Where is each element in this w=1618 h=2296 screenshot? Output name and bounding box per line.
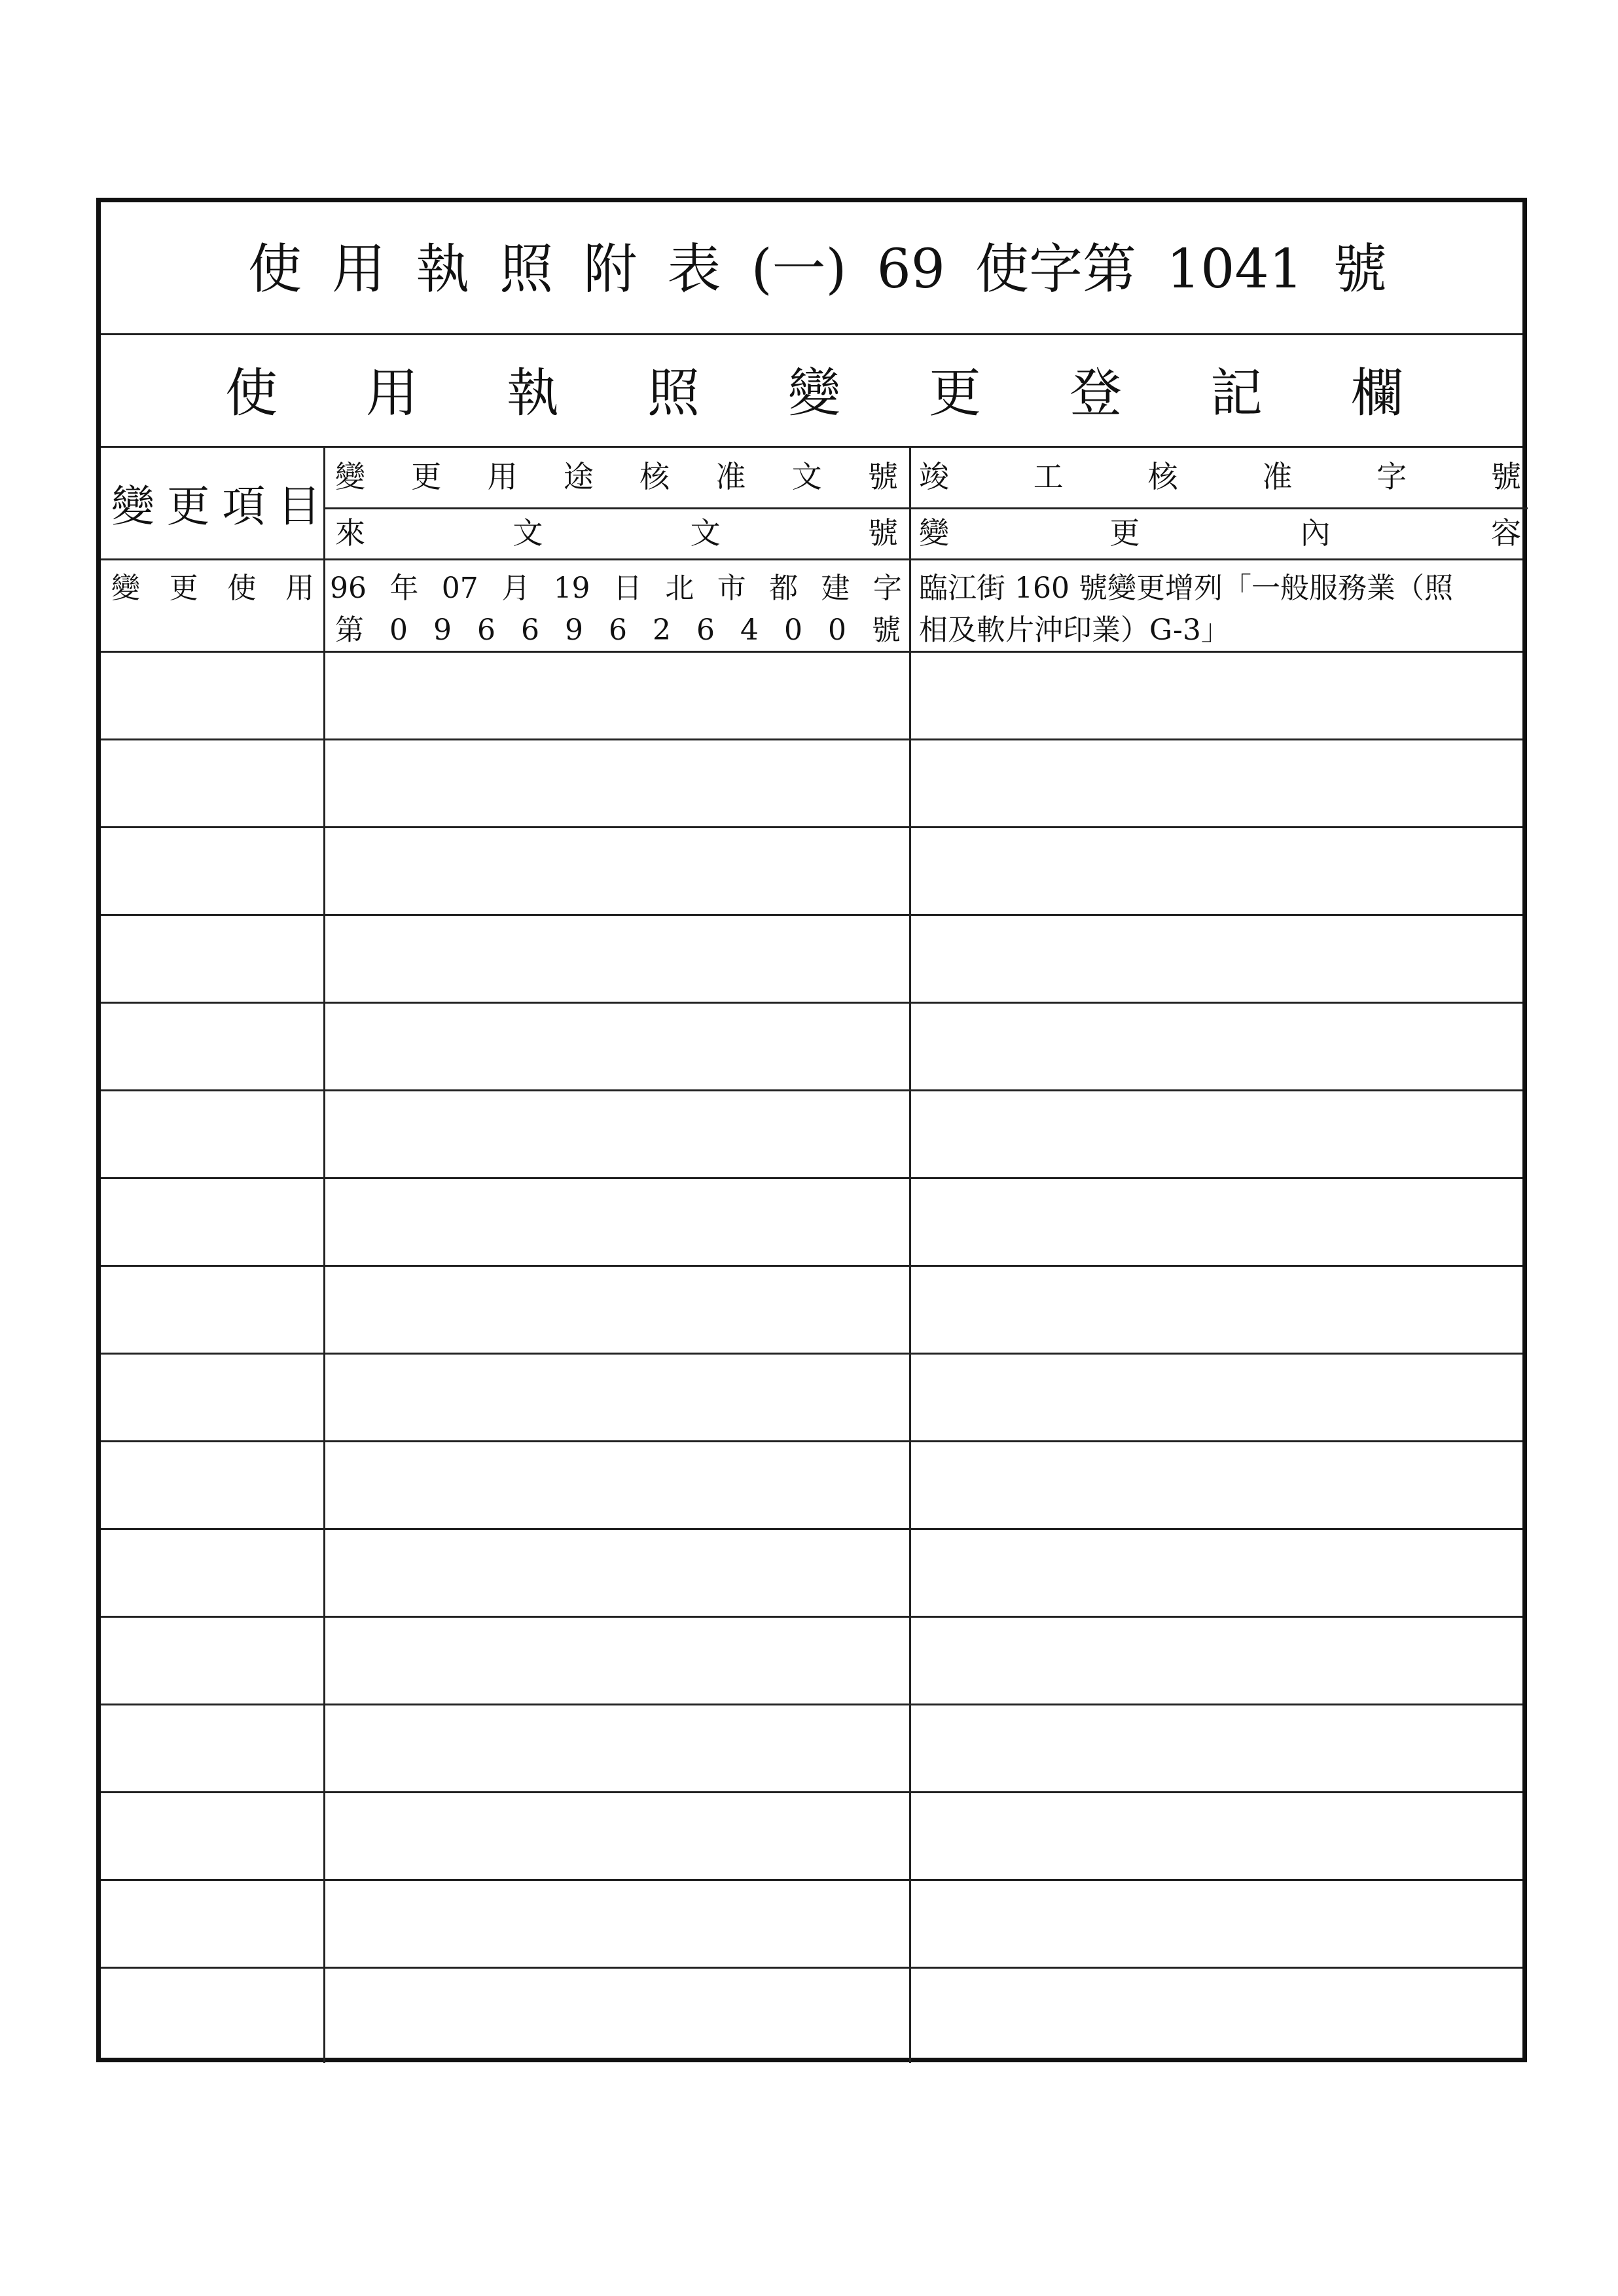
header-char: 准 [715,459,746,494]
header-change-item [111,481,321,532]
title-part: 用 [332,238,386,301]
row-divider [101,1265,1522,1267]
entry-token: 0 [828,613,846,647]
entry-token: 號 [872,613,901,647]
column-divider [909,446,911,2063]
title-part: 使字第 [975,238,1137,301]
entry-token: 北 [665,572,694,605]
subtitle-char: 執 [507,363,559,424]
header-char: 文 [791,459,822,494]
header-char: 內 [1300,515,1331,551]
header-char: 號 [867,515,898,551]
change-registration-form [96,198,1527,2062]
title-part: 1041 [1166,238,1303,301]
entry-token: 0 [389,613,408,647]
entry-token: 字 [872,572,902,605]
entry-content-line-1: 臨江街 160 號變更增列「一般服務業（照 [919,572,1453,605]
entry-token: 都 [769,572,799,605]
header-char: 竣 [919,459,949,494]
entry-token: 96 [330,572,367,605]
row-divider [101,651,1522,653]
entry-token: 建 [821,572,850,605]
entry-token: 日 [613,572,642,605]
entry-token: 6 [521,613,539,647]
subtitle-char: 使 [225,363,278,424]
header-char: 來 [335,515,365,551]
entry-token: 6 [696,613,715,647]
row-divider [101,1704,1522,1705]
entry-doc-line-2 [335,613,901,647]
subtitle-char: 變 [788,363,840,424]
title-part: 附 [583,238,638,301]
header-char: 更 [411,459,442,494]
title-part: 使 [248,238,302,301]
row-divider [101,1879,1522,1881]
subtitle-char: 用 [366,363,418,424]
entry-token: 月 [501,572,531,605]
header-char: 號 [1490,459,1521,494]
header-change-content [919,515,1521,551]
header-char: 文 [690,515,721,551]
entry-token: 9 [565,613,583,647]
header-char: 核 [1147,459,1178,494]
header-char: 目 [277,481,321,532]
row-divider [101,1791,1522,1793]
subtitle-char: 登 [1070,363,1122,424]
entry-token: 07 [441,572,478,605]
entry-char: 用 [285,572,314,605]
entry-token: 9 [433,613,452,647]
row-divider [101,1616,1522,1618]
row-divider [101,1177,1522,1179]
entry-token: 4 [740,613,759,647]
row-divider [101,1002,1522,1004]
header-approval-doc-no [335,459,898,494]
title-part: 照 [499,238,554,301]
row-divider [101,1967,1522,1969]
title-part: 表 [667,238,721,301]
entry-char: 使 [227,572,257,605]
row-divider [101,1089,1522,1091]
divider [101,446,1522,448]
entry-char: 變 [111,572,140,605]
header-char: 變 [111,481,154,532]
header-char: 字 [1376,459,1407,494]
entry-item [111,574,314,603]
entry-token: 2 [653,613,671,647]
divider [323,507,1528,509]
header-char: 項 [222,481,266,532]
row-divider [101,738,1522,740]
row-divider [101,1440,1522,1442]
subtitle-char: 更 [929,363,981,424]
header-char: 容 [1490,515,1521,551]
header-completion-no [919,459,1521,494]
entry-char: 更 [169,572,198,605]
subtitle-char: 記 [1210,363,1263,424]
entry-doc-line-1 [330,574,902,603]
header-char: 號 [867,459,898,494]
header-char: 工 [1033,459,1064,494]
title-part: 69 [876,238,945,301]
header-incoming-doc-no [335,515,898,551]
header-char: 核 [639,459,670,494]
row-divider [101,826,1522,828]
divider [101,558,1522,560]
entry-token: 市 [717,572,746,605]
row-divider [101,914,1522,916]
subtitle-char: 照 [647,363,700,424]
form-title [248,238,1387,301]
row-divider [101,1528,1522,1530]
entry-token: 6 [609,613,627,647]
entry-token: 年 [389,572,419,605]
form-subtitle [225,363,1403,424]
header-char: 更 [1109,515,1140,551]
entry-content-line-2: 相及軟片沖印業）G-3」 [919,613,1230,647]
entry-token: 19 [553,572,590,605]
entry-token: 0 [784,613,802,647]
title-part: 號 [1333,238,1387,301]
entry-token: 第 [335,613,364,647]
subtitle-char: 欄 [1351,363,1403,424]
divider [101,333,1522,335]
header-char: 途 [563,459,594,494]
title-part: (一) [751,238,847,301]
header-char: 更 [166,481,210,532]
entry-token: 6 [477,613,495,647]
column-divider [323,446,325,2063]
header-char: 准 [1262,459,1293,494]
title-part: 執 [416,238,470,301]
header-char: 變 [335,459,365,494]
header-char: 變 [919,515,949,551]
header-char: 用 [487,459,518,494]
header-char: 文 [512,515,543,551]
row-divider [101,1353,1522,1355]
